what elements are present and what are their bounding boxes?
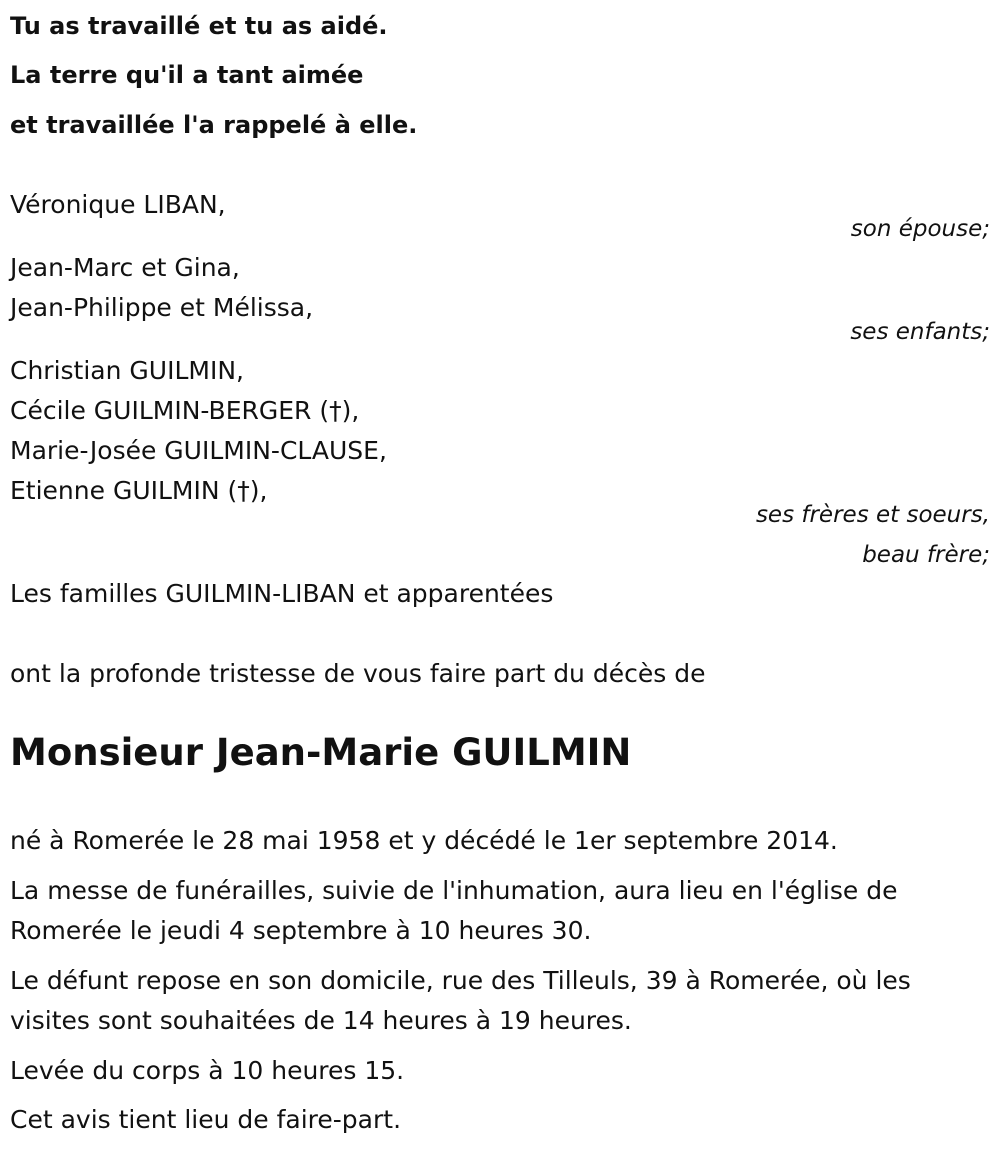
- families-line: Les familles GUILMIN-LIBAN et apparentées: [10, 579, 554, 608]
- rest-line-1: Le défunt repose en son domicile, rue des Tilleuls, 39 à Romerée, où les: [10, 966, 911, 995]
- funeral-line-1: La messe de funérailles, suivie de l'inhumation, aura lieu en l'église de: [10, 876, 898, 905]
- birth-death-line: né à Romerée le 28 mai 1958 et y décédé le 1er septembre 2014.: [10, 826, 838, 855]
- quote-line-2: La terre qu'il a tant aimée: [10, 61, 364, 89]
- child-name-2: Jean-Philippe et Mélissa,: [10, 293, 314, 322]
- sibling-name-2: Cécile GUILMIN-BERGER (†),: [10, 396, 360, 425]
- announcement-line: ont la profonde tristesse de vous faire part du décès de: [10, 659, 706, 688]
- sibling-name-4: Etienne GUILMIN (†),: [10, 476, 268, 505]
- children-role: ses enfants;: [850, 319, 990, 345]
- spouse-role: son épouse;: [850, 216, 990, 242]
- child-name-1: Jean-Marc et Gina,: [10, 253, 240, 282]
- deceased-name: Monsieur Jean-Marie GUILMIN: [10, 731, 632, 774]
- body-lifting-line: Levée du corps à 10 heures 15.: [10, 1056, 405, 1085]
- sibling-name-1: Christian GUILMIN,: [10, 356, 244, 385]
- spouse-name: Véronique LIBAN,: [10, 190, 226, 219]
- funeral-line-2: Romerée le jeudi 4 septembre à 10 heures 30.: [10, 916, 592, 945]
- rest-line-2: visites sont souhaitées de 14 heures à 19 heures.: [10, 1006, 632, 1035]
- brother-in-law-role: beau frère;: [862, 542, 990, 568]
- quote-line-3: et travaillée l'a rappelé à elle.: [10, 111, 418, 139]
- sibling-name-3: Marie-Josée GUILMIN-CLAUSE,: [10, 436, 387, 465]
- siblings-role: ses frères et soeurs,: [755, 502, 990, 528]
- notice-line: Cet avis tient lieu de faire-part.: [10, 1105, 402, 1134]
- quote-line-1: Tu as travaillé et tu as aidé.: [10, 12, 388, 40]
